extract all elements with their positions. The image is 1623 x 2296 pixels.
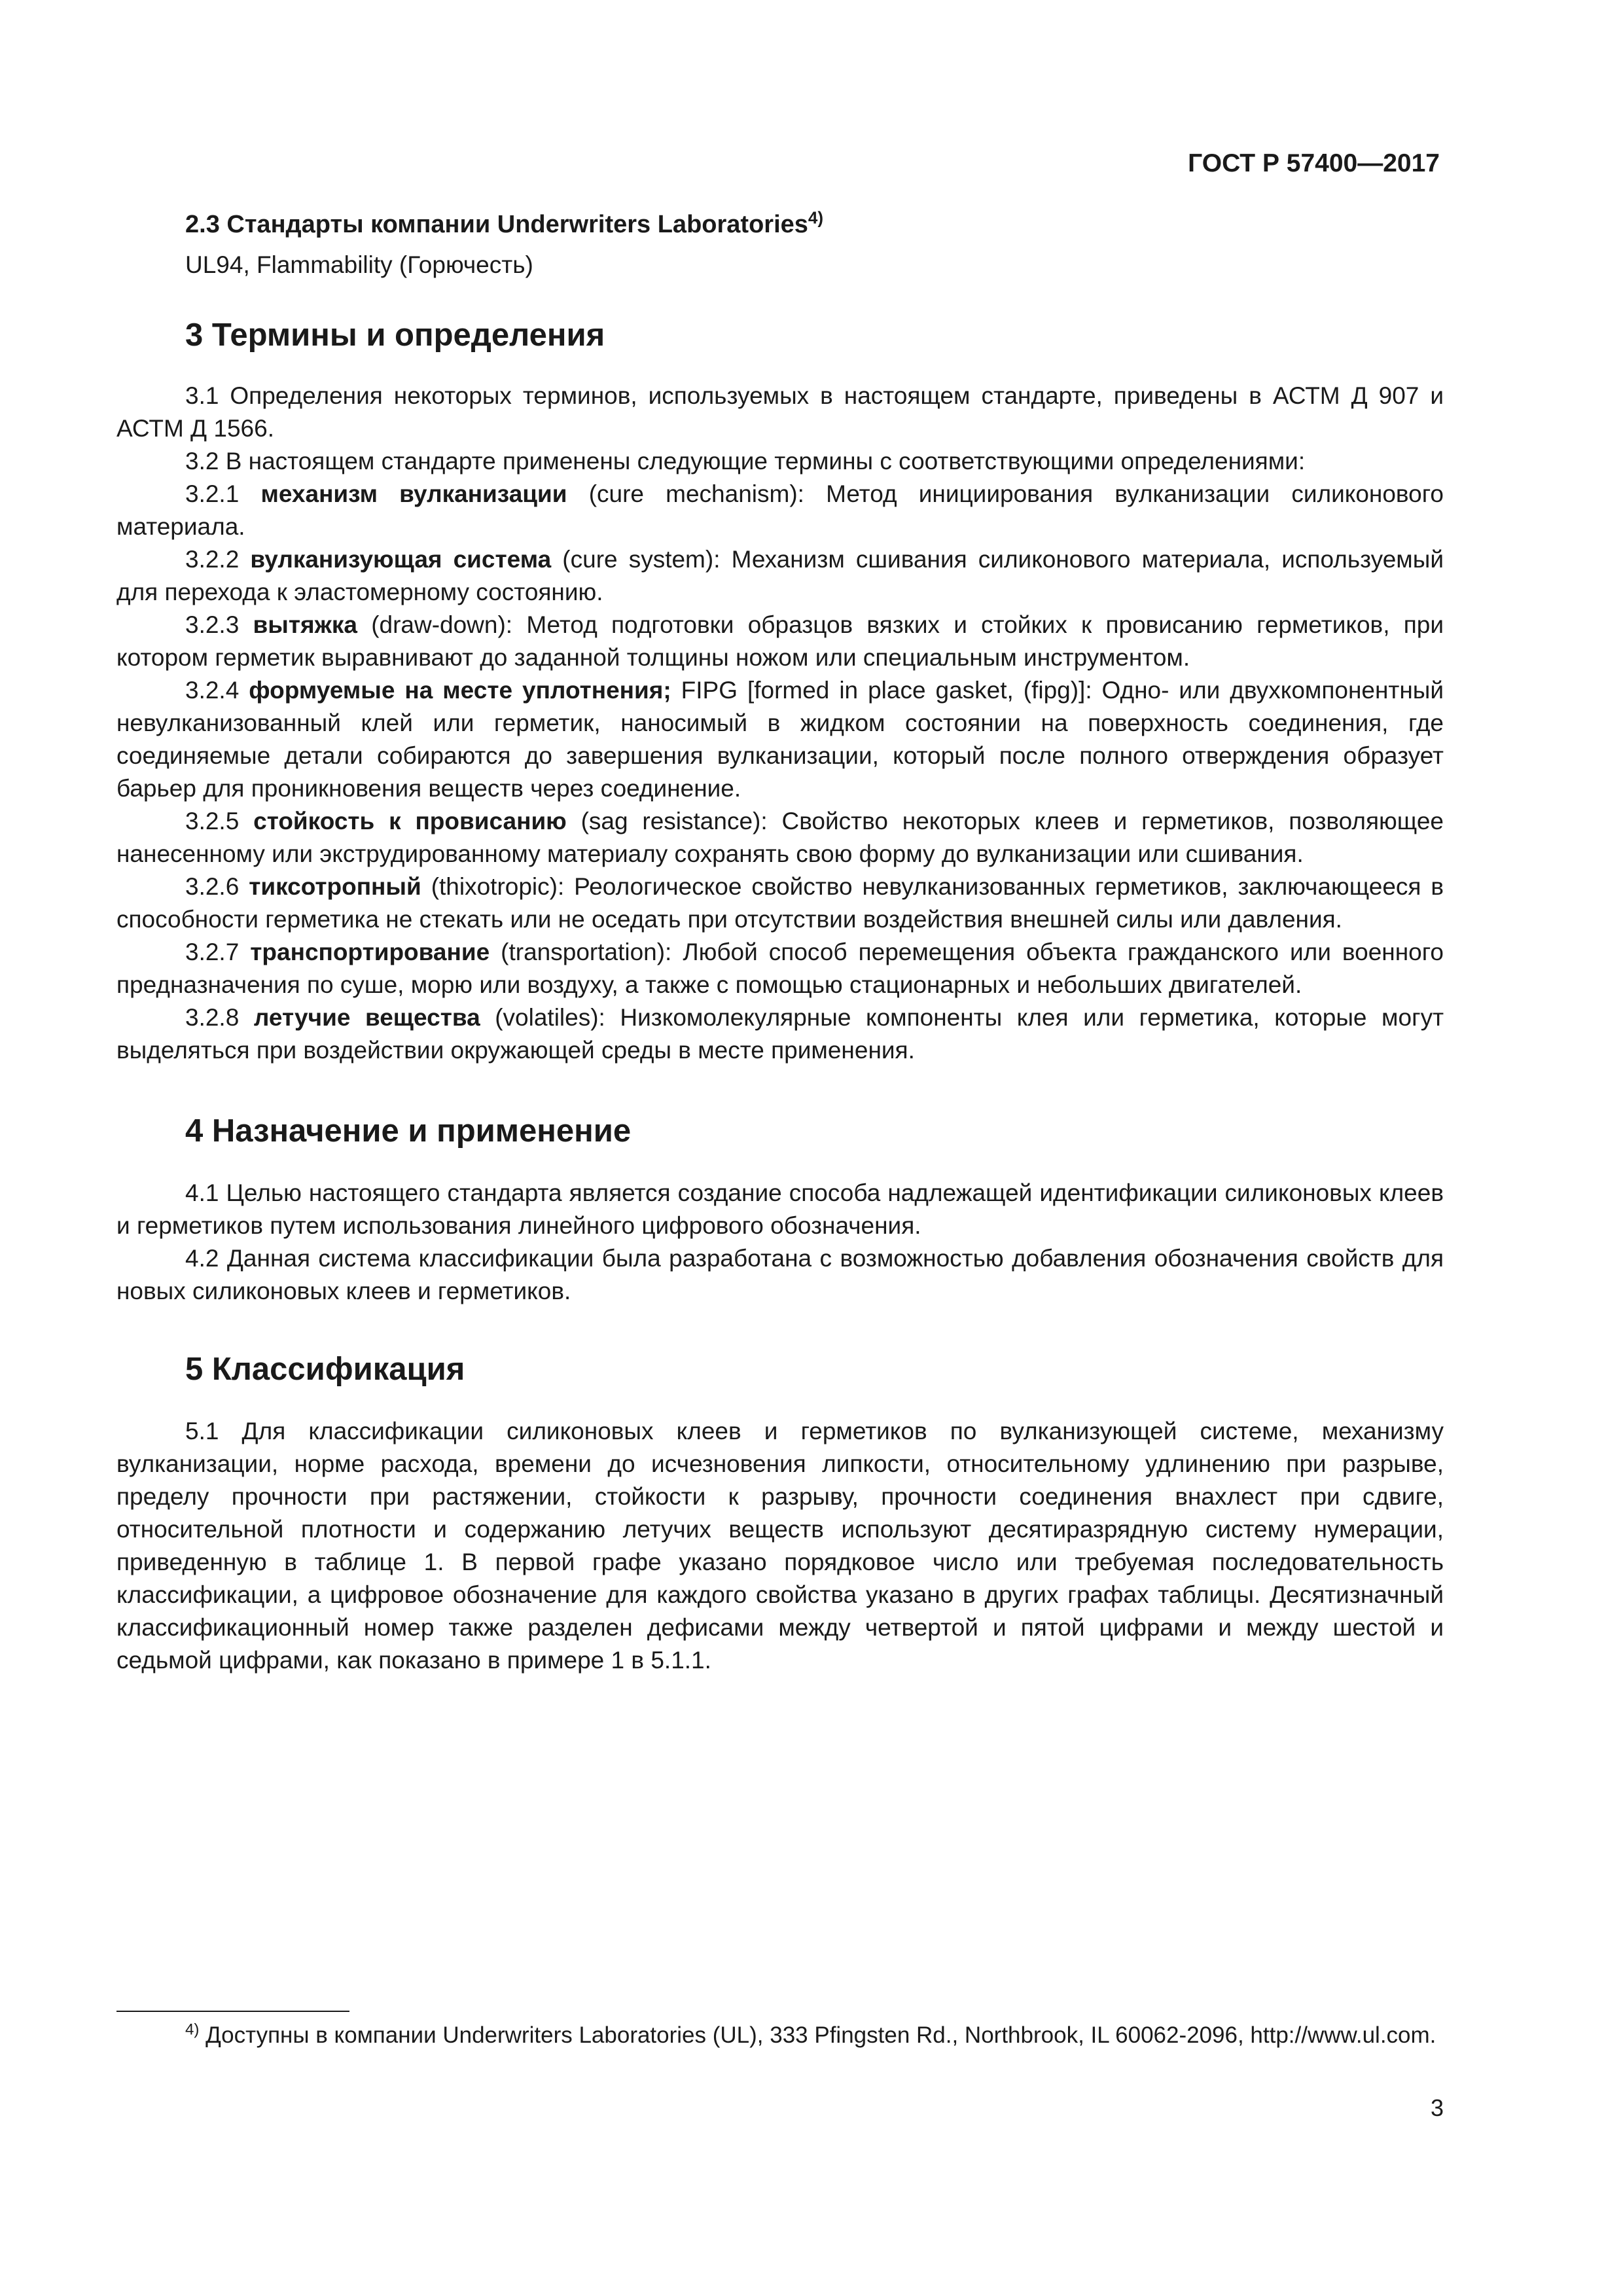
term-definition: (cure system): Механизм сшивания силиконового материала, используемый для перехода к эластомерному состоянию. [116,546,1444,605]
section-2-3-title: 2.3 Стандарты компании Underwriters Laboratories [185,211,808,238]
term-number: 3.2.4 [185,677,240,704]
page-number: 3 [1430,2094,1444,2121]
term-name: летучие вещества [253,1004,480,1031]
section-4-heading: 4 Назначение и применение [185,1113,632,1149]
footnote-mark: 4) [185,2020,200,2039]
footnote [116,2020,1444,2051]
section-2-3-heading [116,208,1444,241]
term-number: 3.2.7 [185,939,240,965]
page-body [116,208,1444,1677]
term-3-2-2 [116,543,1444,609]
footnote-text: Доступны в компании Underwriters Laboratories (UL), 333 Pfingsten Rd., Northbrook, IL 60062-2096, http://www.ul.com. [205,2022,1436,2048]
term-name: вытяжка [253,611,357,638]
term-definition: (volatiles): Низкомолекулярные компоненты клея или герметика, которые могут выделяться при воздействии окружающей среды в месте применения. [116,1004,1444,1064]
term-definition: (thixotropic): Реологическое свойство невулканизованных герметиков, заключающееся в способности герметика не стекать или не оседать при отсутствии воздействия внешней силы или давления. [116,873,1444,933]
term-name: стойкость к провисанию [253,808,567,834]
paragraph-5-1: 5.1 Для классификации силиконовых клеев и герметиков по вулканизующей системе, механизму вулканизации, норме расхода, времени до исчезновения липкости, относительному удлинению при разрыве, пределу прочности при растяжении, стойкости к разрыву, прочности соединения внахлест при сдвиге, относительной плотности и содержанию летучих веществ используют десятиразрядную систему нумерации, приведенную в таблице 1. В первой графе указано порядковое число или требуемая последовательность классификации, а цифровое обозначение для каждого свойства указано в других графах таблицы. Десятизначный классификационный номер также разделен дефисами между четвертой и пятой цифрами и между шестой и седьмой цифрами, как показано в примере 1 в 5.1.1. [116,1418,1444,1674]
term-name: формуемые на месте уплотнения; [249,677,671,704]
paragraph-3-1: 3.1 Определения некоторых терминов, используемых в настоящем стандарте, приведены в АСТМ Д 907 и АСТМ Д 1566. [116,382,1444,442]
term-number: 3.2.5 [185,808,240,834]
term-definition: (draw-down): Метод подготовки образцов вязких и стойких к провисанию герметиков, при котором герметик выравнивают до заданной толщины ножом или специальным инструментом. [116,611,1444,671]
term-definition: (cure mechanism): Метод инициирования вулканизации силиконового материала. [116,480,1444,540]
footnote-reference-mark: 4) [808,207,824,228]
document-code: ГОСТ Р 57400—2017 [1188,149,1440,177]
term-number: 3.2.3 [185,611,240,638]
paragraph-4-1: 4.1 Целью настоящего стандарта является создание способа надлежащей идентификации силиконовых клеев и герметиков путем использования линейного цифрового обозначения. [116,1179,1444,1239]
term-3-2-8 [116,1001,1444,1067]
term-number: 3.2.2 [185,546,240,573]
term-name: тиксотропный [249,873,421,900]
term-3-2-1 [116,478,1444,543]
footnote-separator [116,2011,349,2012]
term-name: механизм вулканизации [260,480,567,507]
term-3-2-3 [116,609,1444,674]
term-3-2-6 [116,870,1444,936]
paragraph-3-2: 3.2 В настоящем стандарте применены следующие термины с соответствующими определениями: [185,448,1306,475]
section-3-heading: 3 Термины и определения [185,317,605,353]
footnote-body [116,2020,1444,2051]
ul94-reference: UL94, Flammability (Горючесть) [185,251,533,278]
term-name: транспортирование [250,939,490,965]
term-definition: (transportation): Любой способ перемещения объекта гражданского или военного предназначения по суше, морю или воздуху, а также с помощью стационарных и небольших двигателей. [116,939,1444,998]
term-definition: FIPG [formed in place gasket, (fipg)]: Одно- или двухкомпонентный невулканизованный клей или герметик, наносимый в жидком состоянии на поверхность соединения, где соединяемые детали собираются до завершения вулканизации, который после полного отверждения образует барьер для проникновения веществ через соединение. [116,677,1444,802]
term-name: вулканизующая система [250,546,552,573]
section-5-heading: 5 Классификация [185,1352,465,1387]
term-3-2-5 [116,805,1444,870]
paragraph-4-2: 4.2 Данная система классификации была разработана с возможностью добавления обозначения свойств для новых силиконовых клеев и герметиков. [116,1245,1444,1304]
term-definition: (sag resistance): Свойство некоторых клеев и герметиков, позволяющее нанесенному или экструдированному материалу сохранять свою форму до вулканизации или сшивания. [116,808,1444,867]
term-number: 3.2.6 [185,873,240,900]
term-number: 3.2.1 [185,480,240,507]
term-3-2-7 [116,936,1444,1001]
term-3-2-4 [116,674,1444,805]
term-number: 3.2.8 [185,1004,240,1031]
